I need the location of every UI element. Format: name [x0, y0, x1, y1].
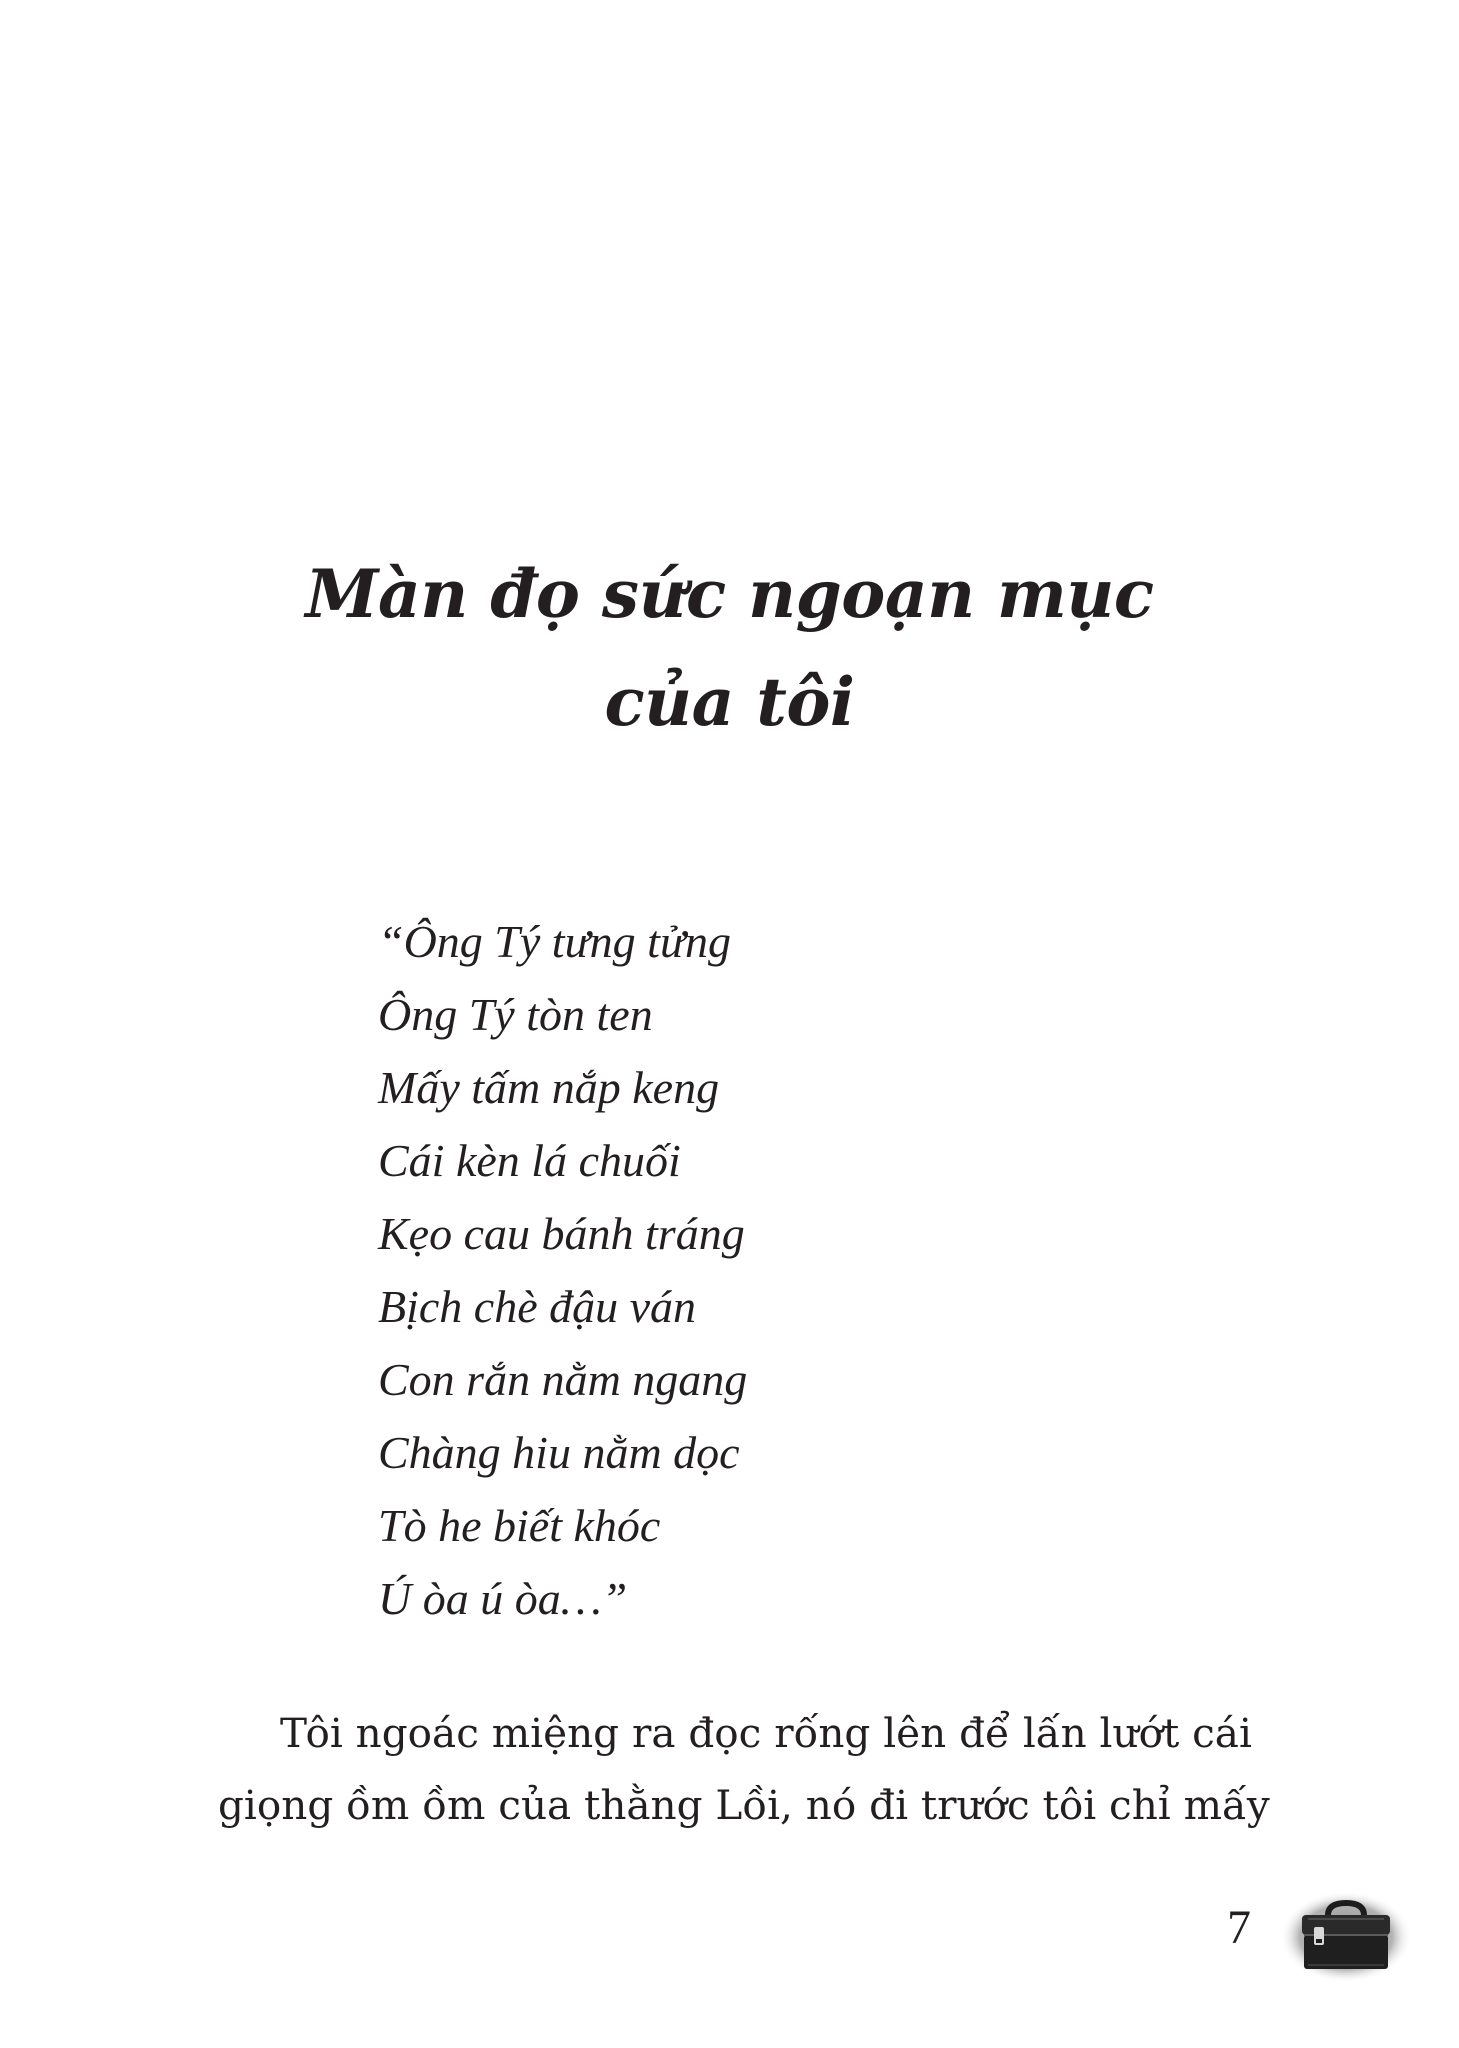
body-paragraph: [218, 1697, 1270, 1841]
poem-line: Bịch chè đậu ván: [378, 1281, 697, 1332]
page-number: 7: [1227, 1901, 1251, 1954]
poem-line: Cái kèn lá chuối: [378, 1135, 681, 1186]
poem-line: “Ông Tý tưng tửng: [378, 916, 732, 967]
chapter-title: [0, 540, 1459, 756]
poem-line: Ú òa ú òa…”: [378, 1573, 628, 1624]
poem-line: Mấy tấm nắp keng: [378, 1062, 720, 1113]
poem-line: Con rắn nằm ngang: [378, 1354, 748, 1405]
paragraph-line: Tôi ngoác miệng ra đọc rống lên để lấn lướt cái: [280, 1709, 1252, 1757]
poem-line: Ông Tý tòn ten: [378, 989, 653, 1040]
chapter-title-line-1: Màn đọ sức ngoạn mục: [305, 555, 1154, 633]
toolbox-icon: [1276, 1885, 1416, 1985]
poem-line: Chàng hiu nằm dọc: [378, 1427, 740, 1478]
chapter-title-line-2: của tôi: [604, 663, 855, 741]
poem-line: Kẹo cau bánh tráng: [378, 1208, 745, 1259]
poem: [378, 905, 747, 1635]
paragraph-line: giọng ồm ồm của thằng Lồi, nó đi trước tôi chỉ mấy: [218, 1781, 1270, 1829]
poem-line: Tò he biết khóc: [378, 1500, 661, 1551]
